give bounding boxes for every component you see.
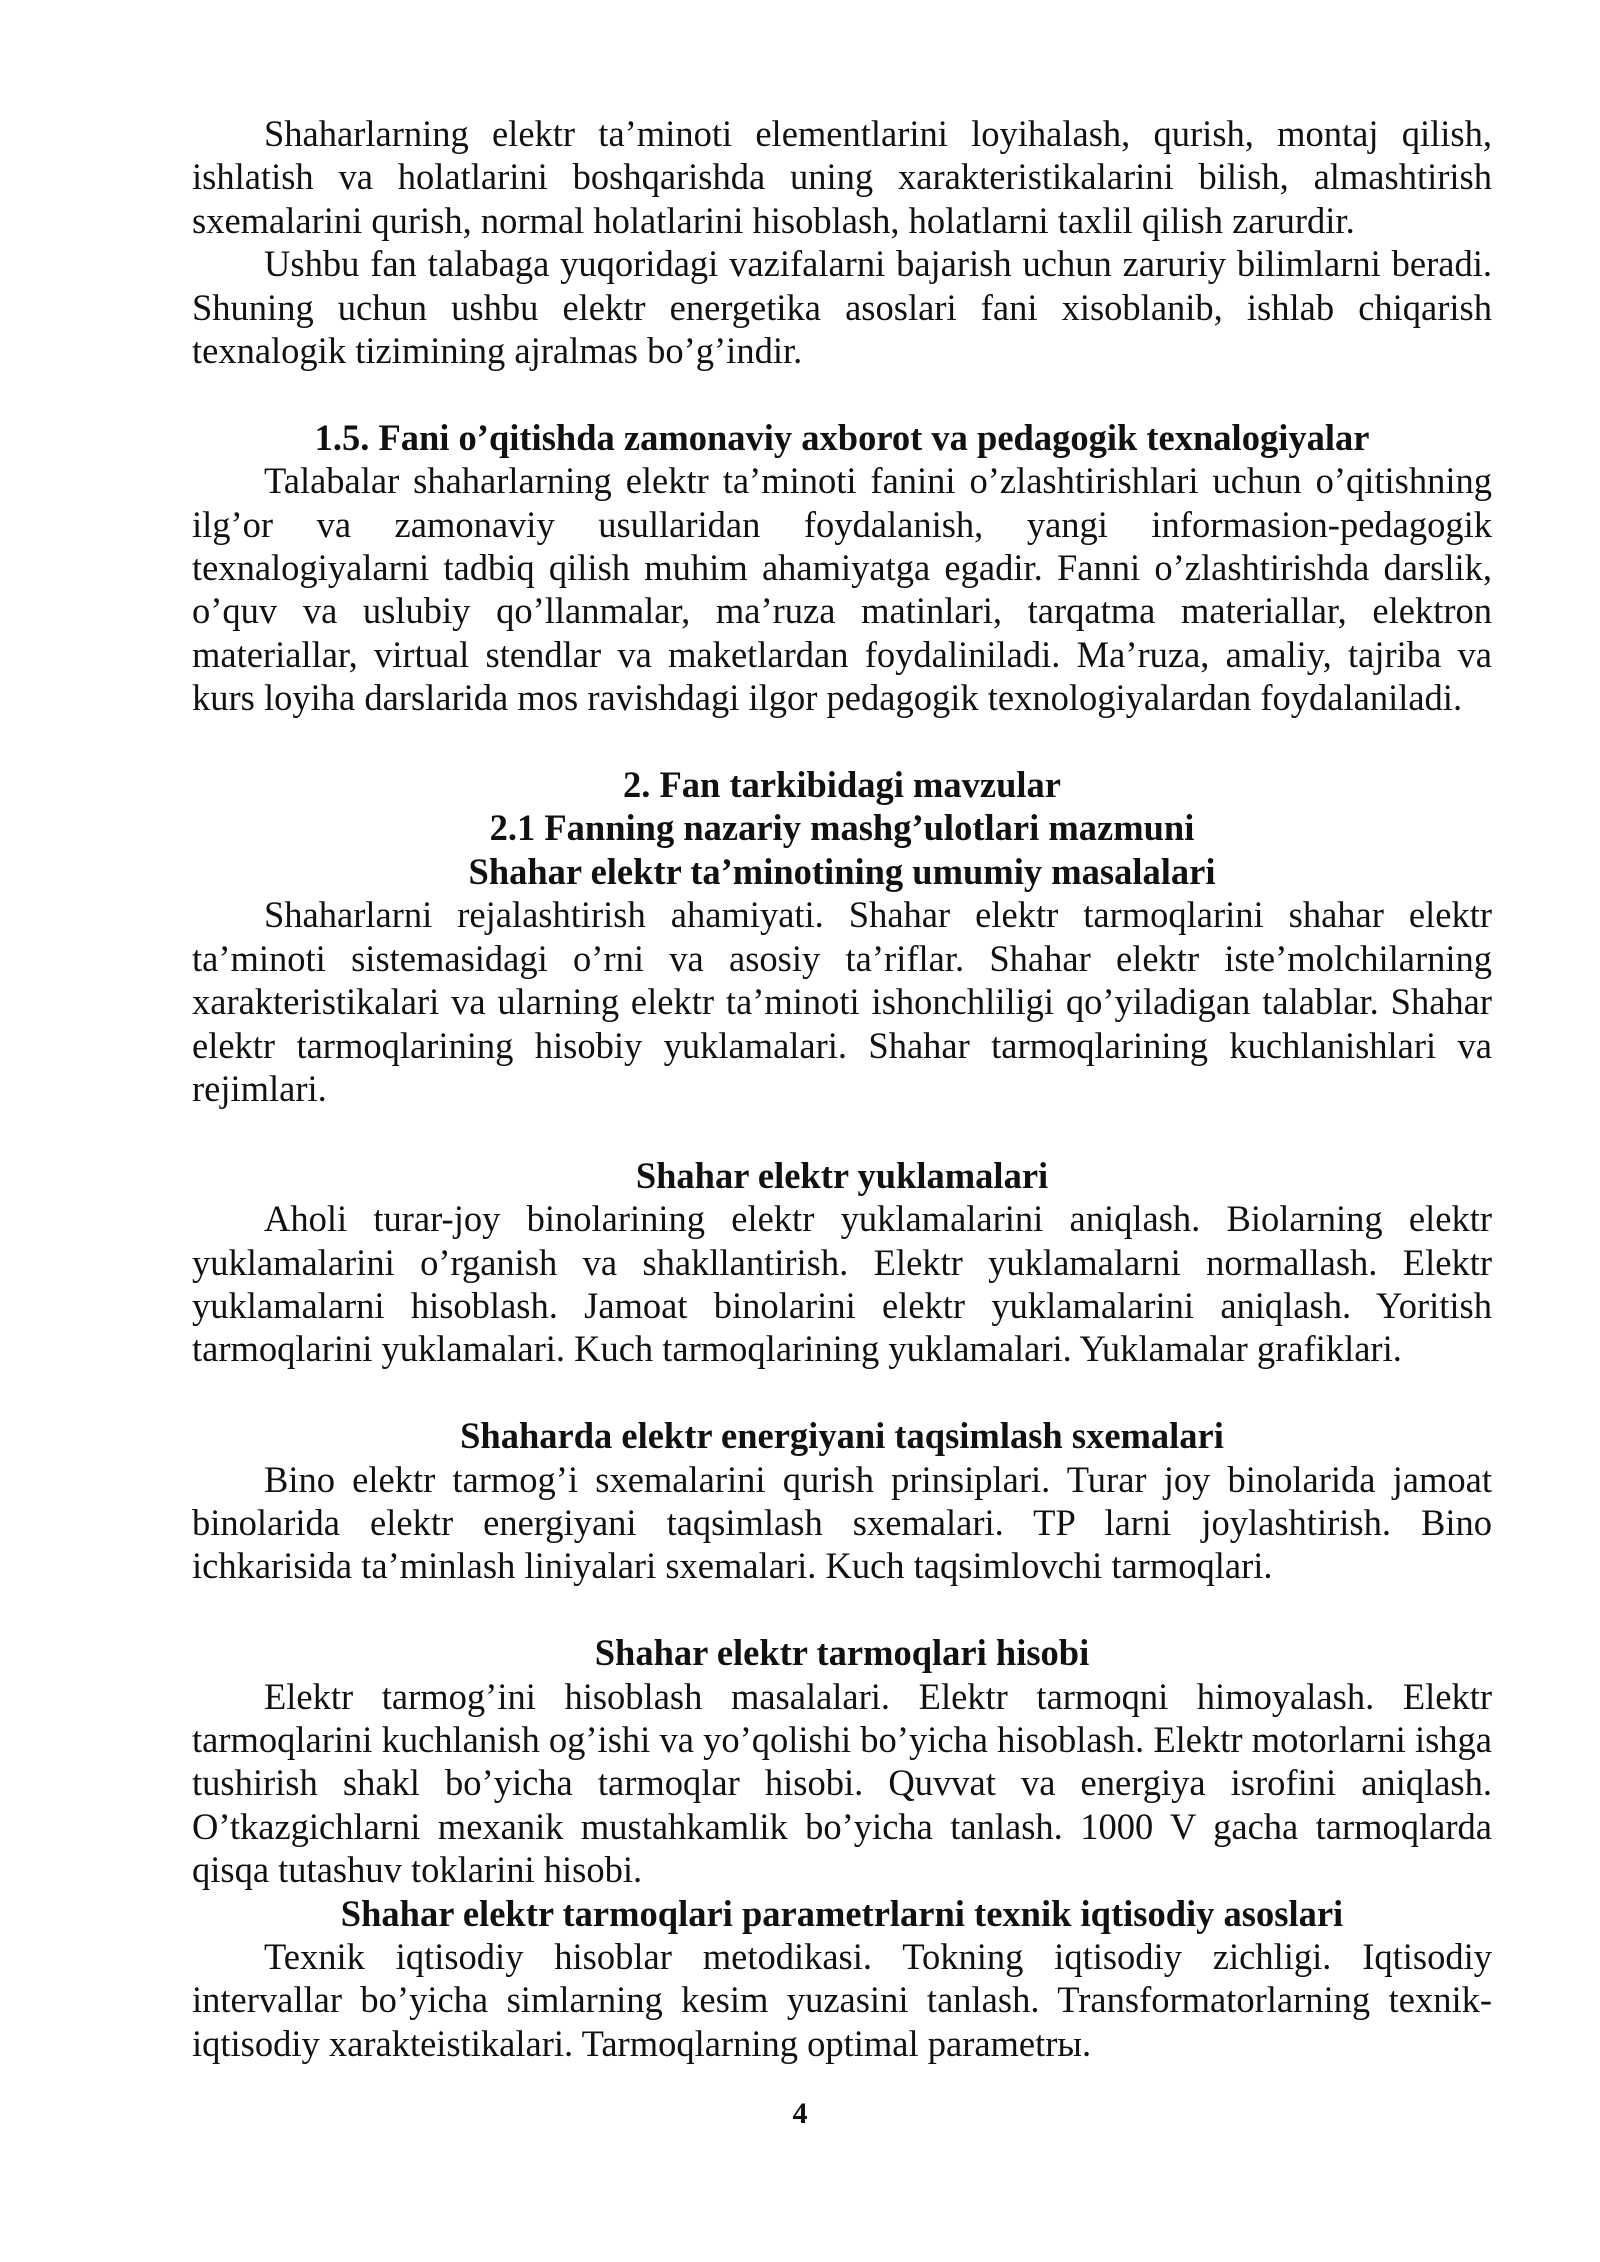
topic-heading: Shahar elektr tarmoqlari parametrlarni texnik iqtisodiy asoslari	[340, 1892, 1344, 1934]
subsection-heading: 2.1 Fanning nazariy mashg’ulotlari mazmuni	[489, 807, 1195, 849]
topic-heading: Shahar elektr tarmoqlari hisobi	[594, 1632, 1090, 1674]
topic-heading: Shaharda elektr energiyani taqsimlash sxemalari	[460, 1415, 1224, 1457]
spacer	[192, 1588, 1492, 1631]
topic-heading: Shahar elektr yuklamalari	[635, 1154, 1049, 1196]
spacer	[192, 372, 1492, 415]
intro-paragraph: Shaharlarning elektr ta’minoti elementlarini loyihalash, qurish, montaj qilish, ishlatish va holatlarini boshqarishda uning xarakteristikalarini bilish, almashtirish sxemalarini qurish, normal holatlarini hisoblash, holatlarni taxlil qilish zarurdir.	[192, 113, 1492, 241]
section-heading: 2. Fan tarkibidagi mavzular	[622, 764, 1062, 806]
topic-paragraph: Texnik iqtisodiy hisoblar metodikasi. Tokning iqtisodiy zichligi. Iqtisodiy intervallar bo’yicha simlarning kesim yuzasini tanlash. Transformatorlarning texnik-iqtisodiy xarakteistikalari. Tarmoqlarning optimal parametrы.	[192, 1935, 1492, 2064]
page-number: 4	[792, 2097, 808, 2130]
topic-heading: Shahar elektr ta’minotining umumiy masalalari	[468, 850, 1216, 892]
spacer	[192, 1110, 1492, 1153]
topic-paragraph: Elektr tarmog’ini hisoblash masalalari. Elektr tarmoqni himoyalash. Elektr tarmoqlarini kuchlanish og’ishi va yo’qolishi bo’yicha hisoblash. Elektr motorlarni ishga tushirish shakl bo’yicha tarmoqlar hisobi. Quvvat va energiya isrofini aniqlash. O’tkazgichlarni mexanik mustahkamlik bo’yicha tanlash. 1000 V gacha tarmoqlarda qisqa tutashuv toklarini hisobi.	[192, 1675, 1492, 1891]
spacer	[192, 1371, 1492, 1414]
section-heading: 1.5. Fani o’qitishda zamonaviy axborot va pedagogik texnalogiyalar	[314, 416, 1370, 458]
section-paragraph: Talabalar shaharlarning elektr ta’minoti fanini o’zlashtirishlari uchun o’qitishning ilg’or va zamonaviy usullaridan foydalanish, yangi informasion-pedagogik texnalogiyalarni tadbiq qilish muhim ahamiyatga egadir. Fanni o’zlashtirishda darslik, o’quv va uslubiy qo’llanmalar, ma’ruza matinlari, tarqatma materiallar, elektron materiallar, virtual stendlar va maketlardan foydaliniladi. Ma’ruza, amaliy, tajriba va kurs loyiha darslarida mos ravishdagi ilgor pedagogik texnologiyalardan foydalaniladi.	[192, 460, 1492, 719]
spacer	[192, 720, 1492, 763]
topic-paragraph: Shaharlarni rejalashtirish ahamiyati. Shahar elektr tarmoqlarini shahar elektr ta’minoti sistemasidagi o’rni va asosiy ta’riflar. Shahar elektr iste’molchilarning xarakteristikalari va ularning elektr ta’minoti ishonchliligi qo’yiladigan talablar. Shahar elektr tarmoqlarining hisobiy yuklamalari. Shahar tarmoqlarining kuchlanishlari va rejimlari.	[192, 894, 1492, 1109]
intro-paragraph: Ushbu fan talabaga yuqoridagi vazifalarni bajarish uchun zaruriy bilimlarni beradi. Shuning uchun ushbu elektr energetika asoslari fani xisoblanib, ishlab chiqarish texnalogik tizimining ajralmas bo’g’indir.	[192, 243, 1492, 372]
topic-paragraph: Bino elektr tarmog’i sxemalarini qurish prinsiplari. Turar joy binolarida jamoat binolarida elektr energiyani taqsimlash sxemalari. TP larni joylashtirish. Bino ichkarisida ta’minlash liniyalari sxemalari. Kuch taqsimlovchi tarmoqlari.	[192, 1458, 1492, 1587]
document-page	[192, 112, 1492, 2065]
topic-paragraph: Aholi turar-joy binolarining elektr yuklamalarini aniqlash. Biolarning elektr yuklamalarini o’rganish va shakllantirish. Elektr yuklamalarni normallash. Elektr yuklamalarni hisoblash. Jamoat binolarini elektr yuklamalarini aniqlash. Yoritish tarmoqlarini yuklamalari. Kuch tarmoqlarining yuklamalari. Yuklamalar grafiklari.	[192, 1198, 1492, 1370]
